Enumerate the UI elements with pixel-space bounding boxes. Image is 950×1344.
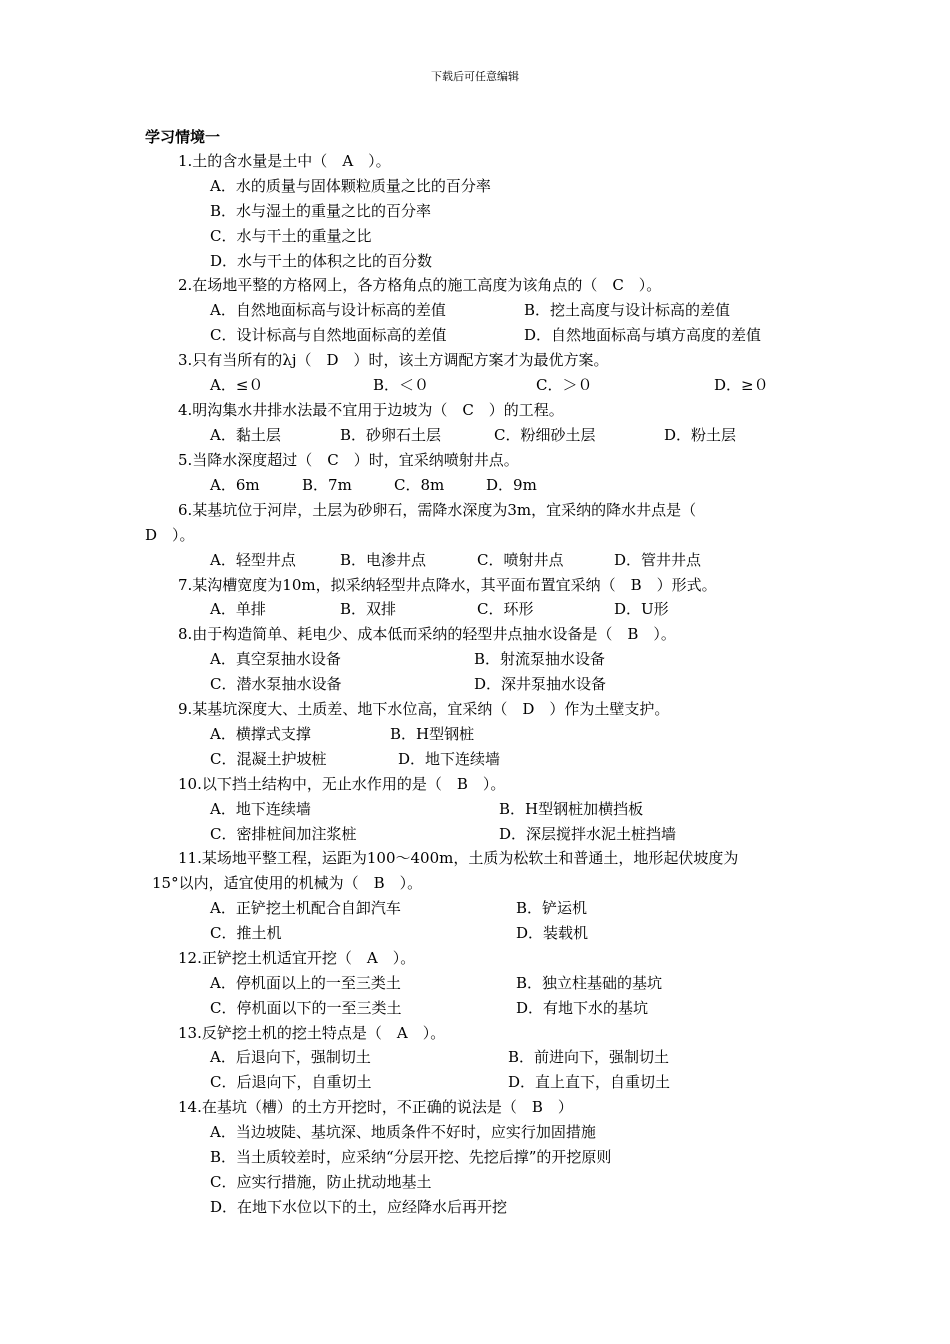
question-8-option-c: C．潜水泵抽水设备: [210, 675, 342, 693]
question-7-option-c: C．环形: [477, 600, 534, 618]
question-2-option-b: B．挖土高度与设计标高的差值: [524, 301, 731, 319]
page-header: 下载后可任意编辑: [431, 70, 519, 83]
question-1-option-d: D．水与干土的体积之比的百分数: [210, 252, 433, 270]
question-10-option-c: C．密排桩间加注浆桩: [210, 825, 357, 843]
question-3-option-d: D．≥０: [714, 376, 769, 394]
question-4-option-c: C．粉细砂土层: [494, 426, 596, 444]
question-13-option-b: B．前进向下，强制切土: [508, 1048, 670, 1066]
question-8-option-a: A．真空泵抽水设备: [210, 650, 341, 668]
question-9-option-d: D．地下连续墙: [398, 750, 501, 768]
question-7-option-b: B．双排: [340, 600, 397, 618]
question-9-option-c: C．混凝土护坡桩: [210, 750, 327, 768]
question-14-option-d: D．在地下水位以下的土，应经降水后再开挖: [210, 1198, 508, 1216]
question-13-option-a: A．后退向下，强制切土: [210, 1048, 371, 1066]
question-2-option-c: C．设计标高与自然地面标高的差值: [210, 326, 447, 344]
question-5: 5.当降水深度超过（ C ）时，宜采纳喷射井点。: [178, 451, 519, 469]
question-9: 9.某基坑深度大、土质差、地下水位高，宜采纳（ D ）作为土壁支护。: [178, 700, 670, 718]
question-3-option-c: C．＞０: [536, 376, 593, 394]
question-8-option-d: D．深井泵抽水设备: [474, 675, 607, 693]
question-10: 10.以下挡土结构中，无止水作用的是（ B ）。: [178, 775, 506, 793]
question-14-option-b: B．当土质较差时，应采纳“分层开挖、先挖后撑”的开挖原则: [210, 1148, 612, 1166]
question-11-option-a: A．正铲挖土机配合自卸汽车: [210, 899, 401, 917]
question-11-option-c: C．推土机: [210, 924, 282, 942]
question-12-option-d: D．有地下水的基坑: [516, 999, 649, 1017]
question-13-option-d: D．直上直下，自重切土: [508, 1073, 671, 1091]
question-7-option-a: A．单排: [210, 600, 266, 618]
question-6: 6.某基坑位于河岸，土层为砂卵石，需降水深度为3m，宜采纳的降水井点是（: [178, 501, 697, 519]
question-5-option-c: C．8m: [394, 476, 445, 494]
question-14-option-a: A．当边坡陡、基坑深、地质条件不好时，应实行加固措施: [210, 1123, 596, 1141]
question-1-option-a: A．水的质量与固体颗粒质量之比的百分率: [210, 177, 491, 195]
question-7: 7.某沟槽宽度为10m，拟采纳轻型井点降水，其平面布置宜采纳（ B ）形式。: [178, 576, 717, 594]
question-6-continued: D ）。: [145, 526, 195, 544]
question-12-option-c: C．停机面以下的一至三类土: [210, 999, 402, 1017]
question-11-option-d: D．装载机: [516, 924, 589, 942]
question-13: 13.反铲挖土机的挖土特点是（ A ）。: [178, 1024, 446, 1042]
question-6-option-d: D．管井井点: [614, 551, 702, 569]
question-10-option-b: B．H型钢桩加横挡板: [499, 800, 644, 818]
question-11: 11.某场地平整工程，运距为100～400m，土质为松软土和普通土，地形起伏坡度为: [178, 849, 739, 867]
question-9-option-a: A．横撑式支撑: [210, 725, 311, 743]
question-10-option-d: D．深层搅拌水泥土桩挡墙: [499, 825, 677, 843]
question-2-option-a: A．自然地面标高与设计标高的差值: [210, 301, 446, 319]
question-2-option-d: D．自然地面标高与填方高度的差值: [524, 326, 762, 344]
question-9-option-b: B．H型钢桩: [390, 725, 475, 743]
question-4: 4.明沟集水井排水法最不宜用于边坡为（ C ）的工程。: [178, 401, 564, 419]
question-1-option-c: C．水与干土的重量之比: [210, 227, 372, 245]
question-3-option-b: B．＜０: [373, 376, 430, 394]
question-6-option-a: A．轻型井点: [210, 551, 296, 569]
question-5-option-b: B．7m: [302, 476, 352, 494]
question-1: 1.土的含水量是土中（ A ）。: [178, 152, 391, 170]
question-14-option-c: C．应实行措施，防止扰动地基土: [210, 1173, 432, 1191]
question-4-option-a: A．黏土层: [210, 426, 281, 444]
question-5-option-d: D．9m: [486, 476, 537, 494]
question-11-option-b: B．铲运机: [516, 899, 588, 917]
section-title: 学习情境一: [145, 128, 221, 146]
question-14: 14.在基坑（槽）的土方开挖时，不正确的说法是（ B ）: [178, 1098, 573, 1116]
question-3-option-a: A．≤０: [210, 376, 264, 394]
question-13-option-c: C．后退向下，自重切土: [210, 1073, 372, 1091]
question-3: 3.只有当所有的λj（ D ）时，该土方调配方案才为最优方案。: [178, 351, 609, 369]
question-8-option-b: B．射流泵抽水设备: [474, 650, 606, 668]
question-12-option-a: A．停机面以上的一至三类土: [210, 974, 401, 992]
question-5-option-a: A．6m: [210, 476, 260, 494]
question-11-continued: 15°以内，适宜使用的机械为（ B ）。: [152, 874, 423, 892]
question-2: 2.在场地平整的方格网上，各方格角点的施工高度为该角点的（ C ）。: [178, 276, 662, 294]
question-4-option-b: B．砂卵石土层: [340, 426, 442, 444]
question-8: 8.由于构造简单、耗电少、成本低而采纳的轻型井点抽水设备是（ B ）。: [178, 625, 676, 643]
question-6-option-c: C．喷射井点: [477, 551, 564, 569]
question-12-option-b: B．独立柱基础的基坑: [516, 974, 663, 992]
question-1-option-b: B．水与湿土的重量之比的百分率: [210, 202, 432, 220]
question-7-option-d: D．U形: [614, 600, 669, 618]
question-12: 12.正铲挖土机适宜开挖（ A ）。: [178, 949, 416, 967]
question-6-option-b: B．电渗井点: [340, 551, 427, 569]
question-10-option-a: A．地下连续墙: [210, 800, 311, 818]
question-4-option-d: D．粉土层: [664, 426, 737, 444]
